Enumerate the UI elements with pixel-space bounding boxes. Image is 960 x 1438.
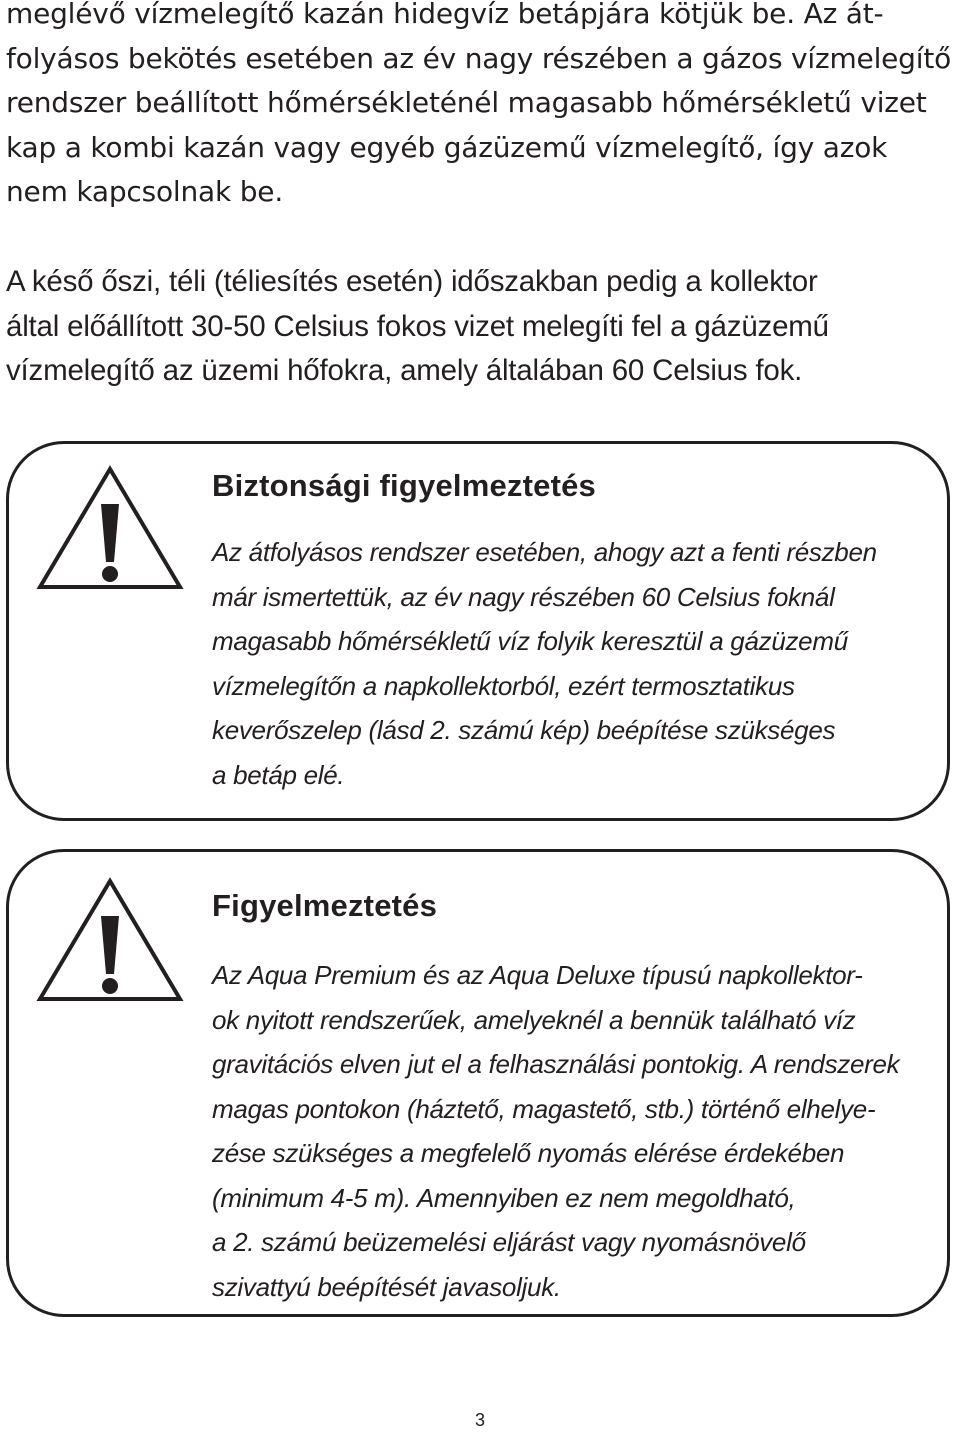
warning-triangle-icon [35, 464, 185, 594]
intro-paragraph-1: meglévő vízmelegítő kazán hidegvíz betápjára kötjük be. Az át- folyásos bekötés esetében az év nagy részében a gázos vízmelegítő rendszer beállított hőmérsékleténél magasabb hőmérsékletű vizet kap a kombi kazán vagy egyéb gázüzemű vízmelegítő, így azok nem kapcsolnak be. [6, 0, 952, 208]
safety-warning-title: Biztonsági figyelmeztetés [212, 468, 596, 503]
warning-text: Az Aqua Premium és az Aqua Deluxe típusú napkollektor- ok nyitott rendszerűek, amelyeknél a bennük található víz gravitációs elven jut el a felhasználási pontokig. A rendszerek magas pontokon (háztető, magastető, stb.) történő elhelye- zése szükséges a megfelelő nyomás elérése érdekében (minimum 4-5 m). Amennyiben ez nem megoldható, a 2. számú beüzemelési eljárást vagy nyomásnövelő szivattyú beépítését javasoljuk. [212, 960, 900, 1302]
safety-warning-text: Az átfolyásos rendszer esetében, ahogy azt a fenti részben már ismertettük, az év nagy részében 60 Celsius foknál magasabb hőmérsékletű víz folyik keresztül a gázüzemű vízmelegítőn a napkollektorból, ezért termosztatikus keverőszelep (lásd 2. számú kép) beépítése szükséges a betáp elé. [212, 537, 877, 790]
warning-box [6, 849, 950, 1317]
intro-paragraph-2: A késő őszi, téli (téliesítés esetén) időszakban pedig a kollektor által előállított 30-50 Celsius fokos vizet melegíti fel a gázüzemű vízmelegítő az üzemi hőfokra, amely általában 60 Celsius fok. [6, 265, 829, 387]
warning-title: Figyelmeztetés [212, 888, 438, 923]
page-number: 3 [474, 1410, 485, 1430]
warning-triangle-icon [35, 876, 185, 1006]
safety-warning-box [6, 441, 950, 821]
